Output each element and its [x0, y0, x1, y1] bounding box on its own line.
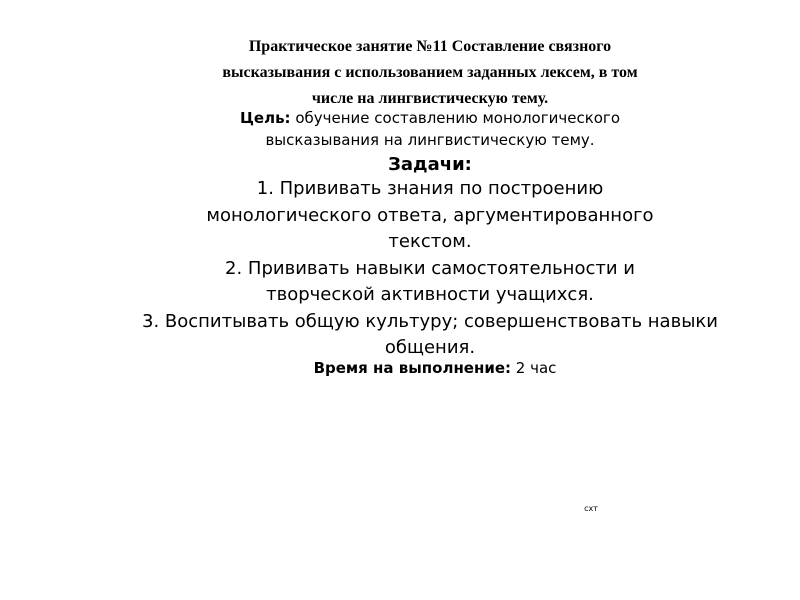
- time-value: 2 час: [511, 359, 557, 377]
- goal-section: [190, 107, 670, 151]
- tasks-list: [130, 176, 730, 362]
- goal-text-part1: обучение составлению монологического: [290, 109, 620, 127]
- goal-line: [190, 107, 670, 129]
- footer-mark: схт: [584, 504, 598, 513]
- tasks-heading: Задачи:: [388, 154, 472, 175]
- title-line: числе на лингвистическую тему.: [311, 90, 549, 107]
- lesson-title: [160, 34, 700, 112]
- goal-label: Цель:: [240, 109, 291, 127]
- goal-text-part2: высказывания на лингвистическую тему.: [265, 131, 595, 149]
- title-line: Практическое занятие №11 Составление связного: [248, 38, 612, 55]
- task-item-3: 3. Воспитывать общую культуру; совершенствовать навыки общения.: [142, 310, 718, 358]
- task-item-2: 2. Прививать навыки самостоятельности и творческой активности учащихся.: [225, 257, 635, 305]
- task-item-1: 1. Прививать знания по построению монологического ответа, аргументированного текстом.: [206, 178, 654, 252]
- time-section: [200, 357, 670, 379]
- time-label: Время на выполнение:: [313, 359, 512, 377]
- title-line: высказывания с использованием заданных лексем, в том: [222, 64, 638, 81]
